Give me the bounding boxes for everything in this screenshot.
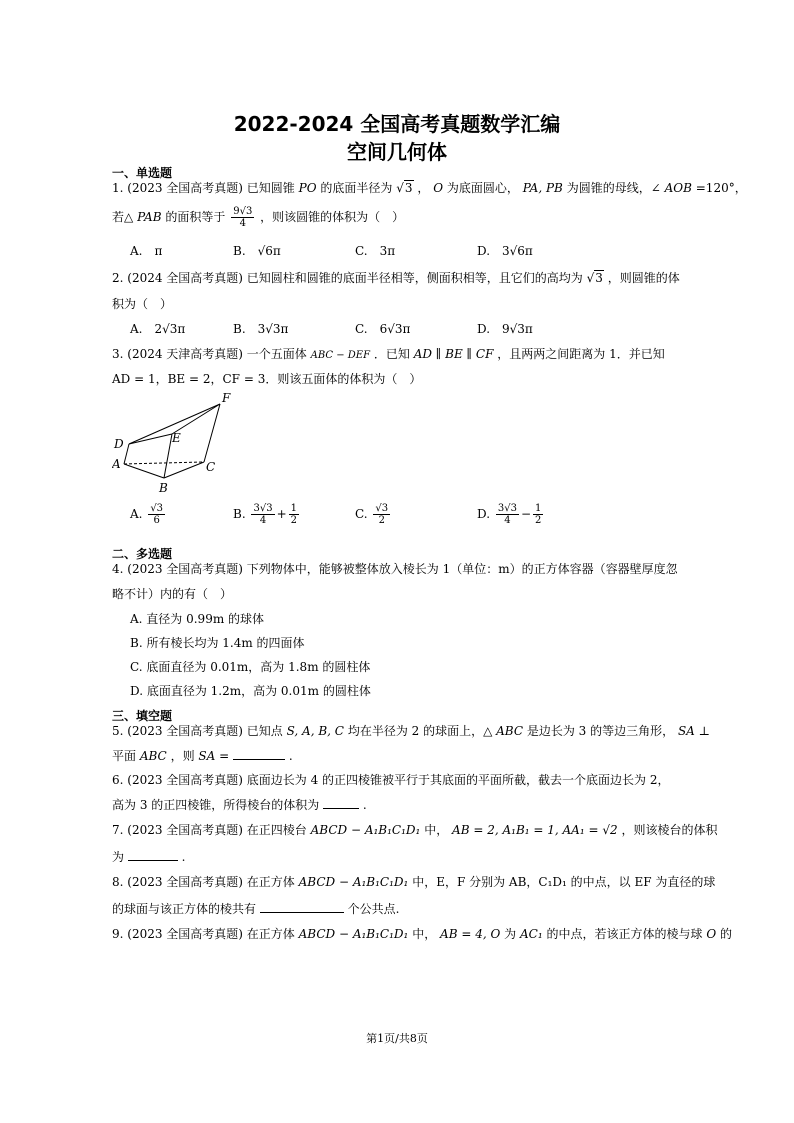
label-b: B <box>159 481 168 495</box>
q8-text: 的球面与该正方体的棱共有 <box>112 902 257 916</box>
frac-num: 1 <box>535 503 542 514</box>
question-6-line-2 <box>112 796 367 813</box>
q5-text: 平面 <box>112 749 137 763</box>
q1-text: ， <box>417 181 430 195</box>
q7-answer-blank[interactable] <box>128 848 178 861</box>
q1-option-a[interactable]: A. π <box>130 244 163 258</box>
question-6-line-1: 6. (2023 全国高考真题) 底面边长为 4 的正四棱锥被平行于其底面的平面所截，截去一个底面边长为 2， <box>112 773 670 787</box>
q1-option-b[interactable]: B. √6π <box>233 244 281 258</box>
question-3-line-1 <box>112 346 665 364</box>
q7-text: . <box>181 850 186 864</box>
q1-pab: PAB <box>137 210 162 224</box>
frac-den: 4 <box>259 515 267 526</box>
q8-solid: ABCD − A₁B₁C₁D₁ <box>298 875 409 889</box>
q9-given: AB = 4, O <box>440 927 501 941</box>
pentahedron-diagram <box>112 392 242 496</box>
section-heading-single-choice: 一、单选题 <box>112 166 173 180</box>
edge-ab <box>124 464 164 478</box>
frac-num: 3√3 <box>253 503 273 514</box>
q3-text: 3. (2024 天津高考真题) 一个五面体 <box>112 347 307 361</box>
question-2-line-2: 积为（ ） <box>112 297 173 311</box>
frac-den: 6 <box>153 515 160 526</box>
q3-option-d[interactable] <box>477 503 545 526</box>
q9-o: O <box>706 927 717 941</box>
page-footer: 第1页/共8页 <box>366 1032 428 1045</box>
question-9-line-1 <box>112 926 732 942</box>
section-heading-fill-in: 三、填空题 <box>112 709 173 723</box>
q1-text: 的面积等于 <box>165 210 226 224</box>
q5-abc: ABC <box>496 724 524 738</box>
q2-option-c[interactable]: C. 6√3π <box>355 322 411 336</box>
frac-den: 2 <box>378 515 385 526</box>
q3-optD-frac2 <box>533 503 543 526</box>
q2-text: ，则圆锥的体 <box>607 271 680 285</box>
q8-text: 个公共点. <box>347 902 400 916</box>
q5-sa: SA = <box>198 749 230 763</box>
q5-text: 5. (2023 全国高考真题) 已知点 <box>112 724 283 738</box>
q6-text: 高为 3 的正四棱锥，所得棱台的体积为 <box>112 798 320 812</box>
q5-text: . <box>288 749 293 763</box>
document-title: 2022-2024 全国高考真题数学汇编 <box>233 112 561 136</box>
question-8-line-2 <box>112 900 400 917</box>
question-1-line-1 <box>112 180 747 196</box>
label-c: C <box>206 460 216 474</box>
q9-text: 为 <box>504 927 517 941</box>
label-e: E <box>172 431 181 445</box>
q1-frac-num: 9√3 <box>233 206 253 217</box>
q5-text: 是边长为 3 的等边三角形， <box>526 724 675 738</box>
q3-text: ．已知 <box>373 347 410 361</box>
edge-be <box>164 434 172 478</box>
q5-answer-blank[interactable] <box>233 747 285 760</box>
q3-option-b[interactable] <box>233 503 301 526</box>
q1-text: 为底面圆心， <box>446 181 519 195</box>
q4-option-c[interactable]: C. 底面直径为 0.01m，高为 1.8m 的圆柱体 <box>130 660 371 674</box>
q4-option-a[interactable]: A. 直径为 0.99m 的球体 <box>130 612 265 626</box>
label-f: F <box>222 392 231 405</box>
q9-text: 9. (2023 全国高考真题) 在正方体 <box>112 927 295 941</box>
frac-num: 3√3 <box>497 503 517 514</box>
q1-option-c[interactable]: C. 3π <box>355 244 396 258</box>
q3-opt-label: A. <box>130 507 143 521</box>
q9-text: 的中点，若该正方体的棱与球 <box>546 927 703 941</box>
q8-text: 中，E，F 分别为 AB，C₁D₁ 的中点，以 EF 为直径的球 <box>412 875 716 889</box>
frac-den: 2 <box>535 515 542 526</box>
q7-text: 中， <box>424 823 449 837</box>
q9-solid: ABCD − A₁B₁C₁D₁ <box>298 927 409 941</box>
q7-given: AB = 2, A₁B₁ = 1, AA₁ = √2 <box>452 823 618 837</box>
label-a: A <box>112 457 121 471</box>
q3-option-a[interactable] <box>130 503 167 526</box>
question-5-line-1 <box>112 723 710 739</box>
question-3-line-2: AD = 1，BE = 2，CF = 3．则该五面体的体积为（ ） <box>112 372 422 386</box>
q3-solid: ABC − DEF <box>310 350 371 361</box>
q1-o: O <box>433 181 444 195</box>
label-d: D <box>114 437 124 451</box>
q1-option-d[interactable]: D. 3√6π <box>477 244 533 258</box>
q3-opt-label: D. <box>477 507 491 521</box>
q2-sqrt: √3 <box>586 271 603 285</box>
q1-text: ，则该圆锥的体积为（ ） <box>260 210 405 224</box>
q3-opt-label: B. <box>233 507 246 521</box>
q2-option-a[interactable]: A. 2√3π <box>130 322 186 336</box>
edge-ad <box>124 444 129 464</box>
edge-ac-hidden <box>124 462 204 464</box>
q3-opt-label: C. <box>355 507 368 521</box>
q7-text: 7. (2023 全国高考真题) 在正四棱台 <box>112 823 307 837</box>
frac-den: 2 <box>290 515 298 526</box>
q7-solid: ABCD − A₁B₁C₁D₁ <box>310 823 421 837</box>
q1-text: 若△ <box>112 210 134 224</box>
q9-ac1: AC₁ <box>519 927 543 941</box>
q8-answer-blank[interactable] <box>260 900 344 913</box>
frac-den: 4 <box>504 515 511 526</box>
q3-text: ，且两两之间距离为 1．并已知 <box>497 347 665 361</box>
question-8-line-1 <box>112 874 715 890</box>
q3-opt-op: + <box>276 507 287 521</box>
question-4-line-1: 4. (2023 全国高考真题) 下列物体中，能够被整体放入棱长为 1（单位：m）的正方体容器（容器壁厚度忽 <box>112 562 678 576</box>
q2-text: 2. (2024 全国高考真题) 已知圆柱和圆锥的底面半径相等，侧面积相等，且它们的高均为 <box>112 271 583 285</box>
q1-papb: PA, PB <box>522 181 563 195</box>
q2-option-d[interactable]: D. 9√3π <box>477 322 533 336</box>
q3-optB-frac2 <box>289 503 299 526</box>
section-heading-multi-choice: 二、多选题 <box>112 547 173 561</box>
q9-text: 的 <box>720 927 733 941</box>
q3-option-c[interactable] <box>355 503 392 526</box>
q3-optD-frac1 <box>496 503 519 526</box>
document-subtitle: 空间几何体 <box>347 140 447 164</box>
q2-r3: 3 <box>595 271 603 285</box>
q7-text: 为 <box>112 850 125 864</box>
q5-sa: SA ⊥ <box>677 724 710 738</box>
q1-aob: AOB <box>664 181 692 195</box>
q5-text: ，则 <box>170 749 195 763</box>
q5-points: S, A, B, C <box>286 724 344 738</box>
q1-sqrt: √3 <box>396 181 413 195</box>
frac-num: 1 <box>290 503 298 514</box>
q4-option-b[interactable]: B. 所有棱长均为 1.4m 的四面体 <box>130 636 305 650</box>
q1-text: 1. (2023 全国高考真题) 已知圆锥 <box>112 181 295 195</box>
q7-text: ，则该棱台的体积 <box>621 823 718 837</box>
question-7-line-2 <box>112 848 186 865</box>
q1-po: PO <box>298 181 317 195</box>
question-2-line-1 <box>112 270 680 286</box>
q1-text: =120°， <box>695 181 747 195</box>
q5-abc: ABC <box>139 749 167 763</box>
q9-text: 中， <box>412 927 437 941</box>
question-4-line-2: 略不计）内的有（ ） <box>112 587 233 601</box>
q1-text: 为圆锥的母线，∠ <box>566 181 661 195</box>
edge-de <box>129 434 172 444</box>
q1-frac-den: 4 <box>239 218 246 229</box>
q3-optB-frac1 <box>251 503 274 526</box>
frac-num: √3 <box>150 503 164 514</box>
q6-text: . <box>362 798 367 812</box>
q2-option-b[interactable]: B. 3√3π <box>233 322 289 336</box>
question-1-line-2 <box>112 206 404 229</box>
q3-optA-frac <box>148 503 165 526</box>
q3-parallel: AD ∥ BE ∥ CF <box>413 347 494 361</box>
edge-bc <box>164 462 204 478</box>
q6-answer-blank[interactable] <box>323 796 359 809</box>
q3-optC-frac <box>373 503 390 526</box>
q1-r3: 3 <box>404 181 413 195</box>
frac-num: √3 <box>375 503 389 514</box>
question-7-line-1 <box>112 822 717 838</box>
q1-text: 的底面半径为 <box>320 181 393 195</box>
question-5-line-2 <box>112 747 293 764</box>
q8-text: 8. (2023 全国高考真题) 在正方体 <box>112 875 295 889</box>
q3-opt-op: − <box>520 507 532 521</box>
q4-option-d[interactable]: D. 底面直径为 1.2m，高为 0.01m 的圆柱体 <box>130 684 371 698</box>
q1-fraction <box>231 206 254 229</box>
q5-text: 均在半径为 2 的球面上，△ <box>347 724 493 738</box>
